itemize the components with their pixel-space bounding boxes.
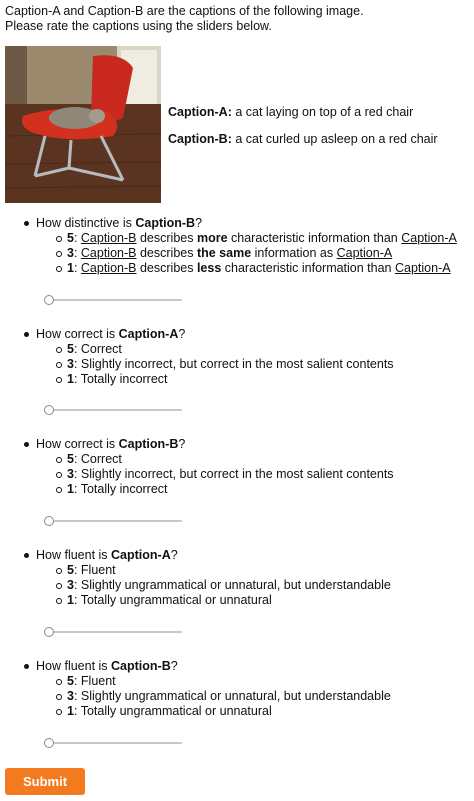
- question-distinctive-b: [0, 216, 474, 276]
- caption-b-label: Caption-B:: [168, 132, 232, 146]
- score-value: 5: [67, 674, 74, 688]
- separator: :: [73, 563, 81, 577]
- score-options: [0, 563, 474, 608]
- option-text: describes: [136, 231, 197, 245]
- separator: :: [73, 357, 81, 371]
- score-options: [0, 452, 474, 497]
- option-text: describes: [136, 246, 197, 260]
- question-correct-a: [0, 327, 474, 387]
- option-text: Totally incorrect: [80, 372, 168, 386]
- rating-slider-3[interactable]: [44, 516, 182, 526]
- caption-reference: Caption-A: [401, 231, 457, 245]
- separator: :: [73, 593, 81, 607]
- caption-reference: Caption-A: [395, 261, 451, 275]
- score-option: [0, 246, 474, 261]
- question-suffix: ?: [178, 437, 186, 451]
- separator: :: [73, 246, 81, 260]
- slider-thumb[interactable]: [44, 738, 54, 748]
- option-text: characteristic information than: [227, 231, 402, 245]
- separator: :: [73, 482, 81, 496]
- score-value: 5: [67, 342, 74, 356]
- option-text: Slightly ungrammatical or unnatural, but understandable: [80, 578, 391, 592]
- score-option: [0, 482, 474, 497]
- question-target: Caption-B: [135, 216, 196, 230]
- captions: [168, 105, 438, 159]
- caption-a-text: a cat laying on top of a red chair: [231, 105, 414, 119]
- caption-reference: Caption-B: [80, 246, 137, 260]
- option-text: Correct: [80, 452, 122, 466]
- score-value: 1: [67, 261, 74, 275]
- question-fluent-a: [0, 548, 474, 608]
- score-value: 3: [67, 357, 74, 371]
- score-value: 3: [67, 689, 74, 703]
- question-title: [0, 659, 474, 674]
- question-prefix: How distinctive is: [36, 216, 136, 230]
- separator: :: [73, 578, 81, 592]
- score-value: 1: [67, 593, 74, 607]
- instructions-line-1: Caption-A and Caption-B are the captions of the following image.: [5, 4, 364, 18]
- slider-track[interactable]: [48, 520, 182, 522]
- score-option: [0, 231, 474, 246]
- score-option: [0, 372, 474, 387]
- score-option: [0, 689, 474, 704]
- score-value: 3: [67, 578, 74, 592]
- question-target: Caption-B: [111, 659, 171, 673]
- slider-thumb[interactable]: [44, 295, 54, 305]
- question-fluent-b: [0, 659, 474, 719]
- rating-slider-4[interactable]: [44, 627, 182, 637]
- rating-slider-5[interactable]: [44, 738, 182, 748]
- score-value: 3: [67, 467, 74, 481]
- caption-reference: Caption-A: [336, 246, 393, 260]
- score-option: [0, 452, 474, 467]
- captioned-photo: [5, 46, 161, 203]
- separator: :: [73, 261, 81, 275]
- separator: :: [73, 372, 81, 386]
- option-emphasis: less: [196, 261, 222, 275]
- option-text: Totally ungrammatical or unnatural: [80, 593, 272, 607]
- slider-track[interactable]: [48, 631, 182, 633]
- option-text: characteristic information than: [221, 261, 395, 275]
- score-value: 5: [67, 452, 74, 466]
- separator: :: [73, 467, 81, 481]
- question-suffix: ?: [195, 216, 203, 230]
- option-text: Slightly incorrect, but correct in the most salient contents: [80, 467, 394, 481]
- score-option: [0, 578, 474, 593]
- separator: :: [73, 674, 81, 688]
- option-text: Totally ungrammatical or unnatural: [80, 704, 272, 718]
- caption-b-text: a cat curled up asleep on a red chair: [231, 132, 438, 146]
- separator: :: [73, 231, 81, 245]
- score-option: [0, 467, 474, 482]
- separator: :: [73, 342, 81, 356]
- score-option: [0, 674, 474, 689]
- rating-slider-2[interactable]: [44, 405, 182, 415]
- slider-track[interactable]: [48, 742, 182, 744]
- question-target: Caption-B: [118, 437, 179, 451]
- question-title: [0, 437, 474, 452]
- option-text: Totally incorrect: [80, 482, 168, 496]
- score-option: [0, 357, 474, 372]
- question-suffix: ?: [170, 548, 178, 562]
- question-target: Caption-A: [111, 548, 171, 562]
- instructions: [5, 4, 364, 34]
- score-option: [0, 704, 474, 719]
- option-text: Slightly ungrammatical or unnatural, but understandable: [80, 689, 391, 703]
- score-value: 5: [67, 231, 74, 245]
- question-title: [0, 548, 474, 563]
- score-options: [0, 674, 474, 719]
- option-text: Slightly incorrect, but correct in the most salient contents: [80, 357, 394, 371]
- score-option: [0, 342, 474, 357]
- score-options: [0, 342, 474, 387]
- question-target: Caption-A: [118, 327, 179, 341]
- instructions-line-2: Please rate the captions using the sliders below.: [5, 19, 272, 33]
- slider-thumb[interactable]: [44, 627, 54, 637]
- caption-reference: Caption-B: [80, 231, 137, 245]
- score-value: 5: [67, 563, 74, 577]
- score-value: 1: [67, 482, 74, 496]
- option-text: Correct: [80, 342, 122, 356]
- submit-button[interactable]: Submit: [5, 768, 85, 795]
- caption-b: [168, 132, 438, 159]
- caption-a-label: Caption-A:: [168, 105, 232, 119]
- score-option: [0, 563, 474, 578]
- question-prefix: How fluent is: [36, 548, 112, 562]
- option-emphasis: the same: [196, 246, 252, 260]
- slider-track[interactable]: [48, 299, 182, 301]
- question-suffix: ?: [178, 327, 186, 341]
- option-emphasis: more: [196, 231, 228, 245]
- separator: :: [73, 704, 81, 718]
- option-text: describes: [136, 261, 197, 275]
- slider-thumb[interactable]: [44, 405, 54, 415]
- score-option: [0, 593, 474, 608]
- caption-reference: Caption-B: [80, 261, 137, 275]
- question-prefix: How fluent is: [36, 659, 112, 673]
- score-value: 3: [67, 246, 74, 260]
- option-text: information as: [251, 246, 337, 260]
- option-text: Fluent: [80, 563, 116, 577]
- question-correct-b: [0, 437, 474, 497]
- caption-a: [168, 105, 438, 132]
- separator: :: [73, 452, 81, 466]
- question-title: [0, 216, 474, 231]
- score-options: [0, 231, 474, 276]
- slider-thumb[interactable]: [44, 516, 54, 526]
- score-value: 1: [67, 372, 74, 386]
- separator: :: [73, 689, 81, 703]
- question-suffix: ?: [170, 659, 178, 673]
- slider-track[interactable]: [48, 409, 182, 411]
- question-prefix: How correct is: [36, 327, 119, 341]
- rating-slider-1[interactable]: [44, 295, 182, 305]
- score-option: [0, 261, 474, 276]
- option-text: Fluent: [80, 674, 116, 688]
- question-title: [0, 327, 474, 342]
- question-prefix: How correct is: [36, 437, 119, 451]
- score-value: 1: [67, 704, 74, 718]
